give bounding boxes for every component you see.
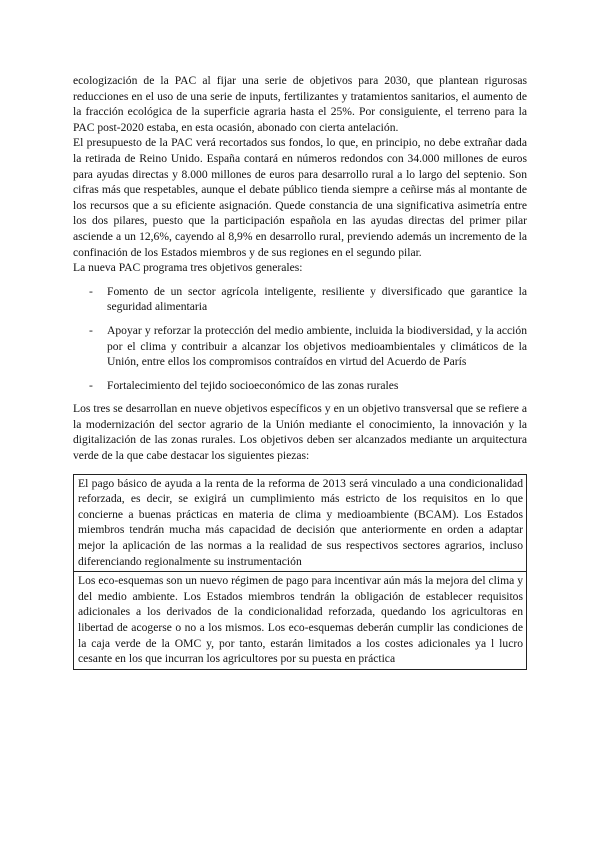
dash-bullet: - [89,284,93,298]
list-item-text: Apoyar y reforzar la protección del medio ambiente, incluida la biodiversidad, y la acción por el clima y contribuir a alcanzar los objetivos medioambientales y climáticos de la Unión, entre ellos los compromisos contraídos en virtud del Acuerdo de París [107,323,527,369]
list-item-text: Fortalecimiento del tejido socioeconómico de las zonas rurales [107,378,399,392]
paragraph-objectives-intro: La nueva PAC programa tres objetivos generales: [73,261,303,275]
list-item [73,323,527,370]
paragraph-pac-ecologization: ecologización de la PAC al fijar una serie de objetivos para 2030, que plantean rigurosas reducciones en el uso de una serie de inputs, fertilizantes y tratamientos sanitarios, el aumento de la fracción ecológica de la superficie agraria hasta el 25%. Por consiguiente, el terreno para la PAC post-2020 estaba, en esta ocasión, abonado con cierta antelación. [73,74,527,134]
objectives-list [73,284,527,394]
paragraph-specific-objectives: Los tres se desarrollan en nueve objetivos específicos y en un objetivo transversal que se refiere a la modernización del sector agrario de la Unión mediante el conocimiento, la innovación y la digitalización de las zonas rurales. Los objetivos deben ser alcanzados mediante un arquitectura verde de la que cabe destacar los siguientes piezas: [73,402,527,463]
paragraph-budget: El presupuesto de la PAC verá recortados sus fondos, lo que, en principio, no debe extrañar dada la retirada de Reino Unido. España contará en números redondos con 34.000 millones de euros para ayudas directas y 8.000 millones de euros para desarrollo rural a lo largo del septenio. Son cifras más que respetables, aunque el debate público tienda siempre a ceñirse más al montante de los recursos que a su eficiente asignación. Quede constancia de una significativa asimetría entre los dos pilares, puesto que la participación española en las ayudas directas del primer pilar asciende a un 12,6%, cayendo al 8,9% en desarrollo rural, previendo además un incremento de la confinación de los Estados miembros y de sus regiones en el segundo pilar. [73,136,527,259]
list-item [73,284,527,315]
green-architecture-boxes [73,474,527,670]
page-content [73,73,527,670]
dash-bullet: - [89,378,93,392]
list-item-text: Fomento de un sector agrícola inteligente, resiliente y diversificado que garantice la seguridad alimentaria [107,284,527,314]
box-basic-payment: El pago básico de ayuda a la renta de la reforma de 2013 será vinculado a una condicionalidad reforzada, es decir, se exigirá un cumplimiento más estricto de los requisitos en lo que concierne a buenas prácticas en materia de clima y medioambiente (BCAM). Los Estados miembros tendrán mucha más capacidad de decisión que anteriormente en orden a adaptar mejor la aplicación de las normas a la realidad de sus respectivos sectores agrarios, incluso diferenciando regionalmente su instrumentación [78,476,523,568]
list-item [73,378,527,394]
box-eco-schemes: Los eco-esquemas son un nuevo régimen de pago para incentivar aún más la mejora del clima y del medio ambiente. Los Estados miembros tendrán la obligación de establecer requisitos adicionales a los derivados de la condicionalidad reforzada, quedando los agricultoras en libertad de acogerse o no a los mismos. Los eco-esquemas deberán cumplir las condiciones de la caja verde de la OMC y, por tanto, estarán limitados a los costes adicionales ya l lucro cesante en los que incurran los agricultores por su puesta en práctica [74,571,526,669]
dash-bullet: - [89,323,93,337]
